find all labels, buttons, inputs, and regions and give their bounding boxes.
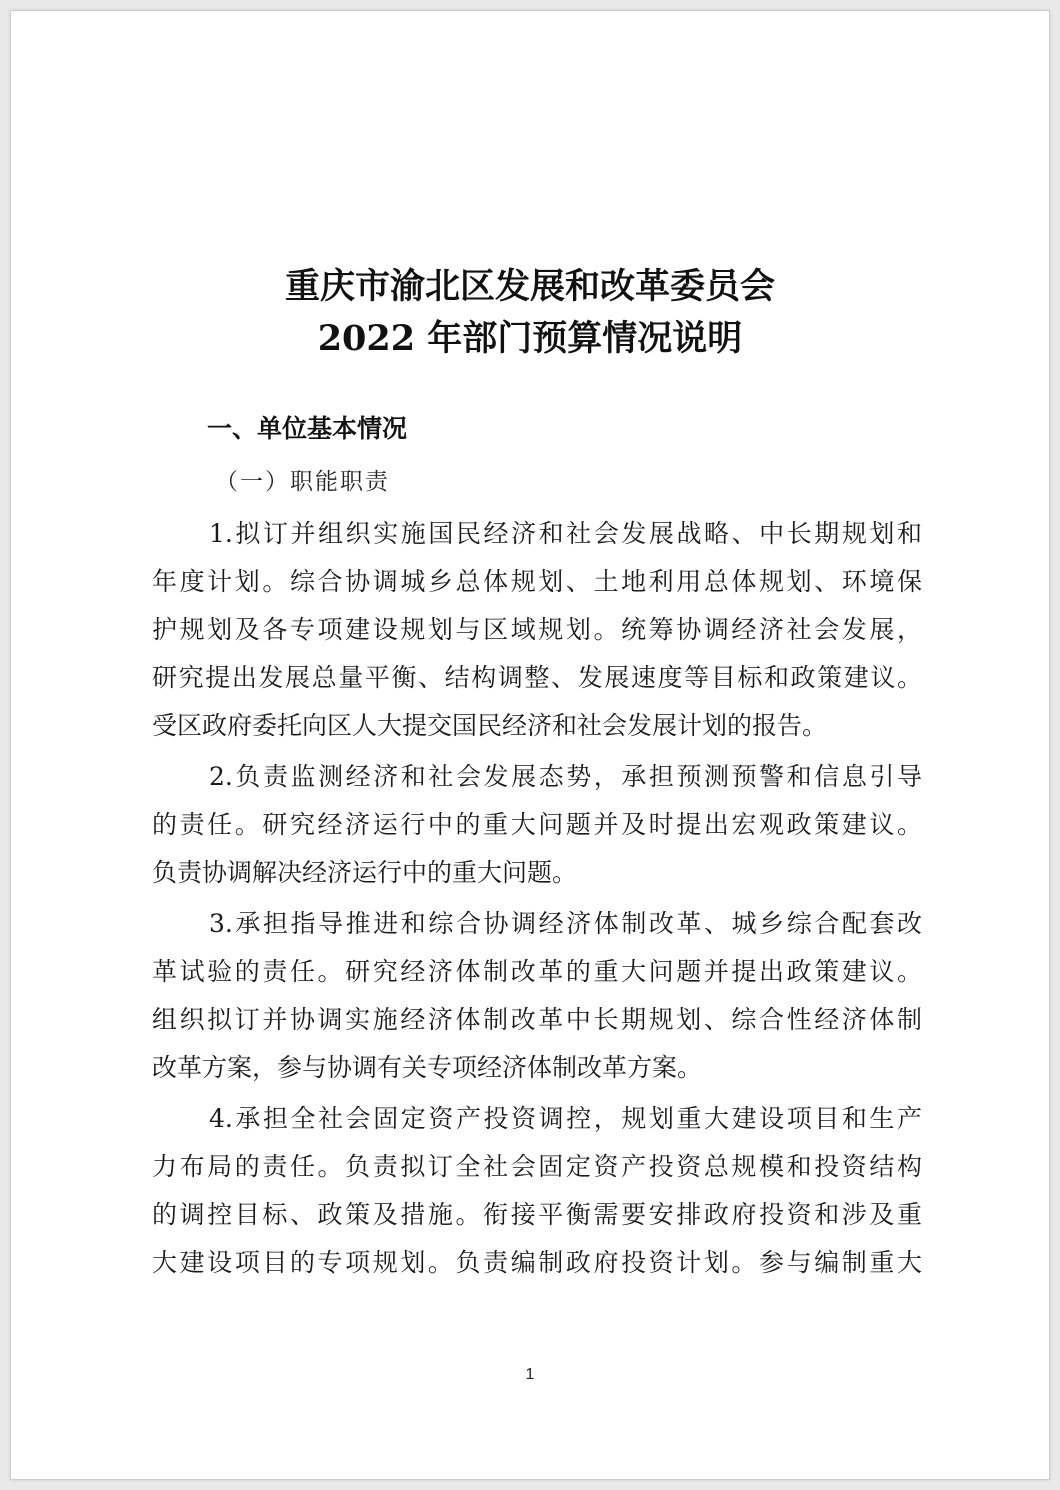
body-line: 1.拟订并组织实施国民经济和社会发展战略、中长期规划和 (209, 519, 922, 548)
body-line: 3.承担指导推进和综合协调经济体制改革、城乡综合配套改 (209, 909, 922, 938)
body-line: 组织拟订并协调实施经济体制改革中长期规划、综合性经济体制 (152, 1005, 922, 1034)
document-title-line1: 重庆市渝北区发展和改革委员会 (284, 266, 775, 307)
body-line: 2.负责监测经济和社会发展态势，承担预测预警和信息引导 (209, 762, 922, 791)
document-page (10, 10, 1050, 1480)
page-number: 1 (525, 1366, 535, 1383)
subheading: （一）职能职责 (215, 469, 390, 495)
body-line: 力布局的责任。负责拟订全社会固定资产投资总规模和投资结构 (152, 1152, 922, 1181)
body-line: 受区政府委托向区人大提交国民经济和社会发展计划的报告。 (152, 711, 828, 740)
body-line: 研究提出发展总量平衡、结构调整、发展速度等目标和政策建议。 (152, 663, 922, 692)
body-line: 大建设项目的专项规划。负责编制政府投资计划。参与编制重大 (152, 1248, 922, 1277)
body-line: 的责任。研究经济运行中的重大问题并及时提出宏观政策建议。 (152, 810, 922, 839)
body-line: 的调控目标、政策及措施。衔接平衡需要安排政府投资和涉及重 (152, 1200, 922, 1229)
body-line: 革试验的责任。研究经济体制改革的重大问题并提出政策建议。 (152, 957, 922, 986)
body-line: 负责协调解决经济运行中的重大问题。 (152, 858, 578, 887)
body-line: 年度计划。综合协调城乡总体规划、土地利用总体规划、环境保 (152, 567, 922, 596)
body-line: 护规划及各专项建设规划与区域规划。统筹协调经济社会发展， (152, 615, 922, 644)
document-title-line2: 2022 年部门预算情况说明 (317, 318, 743, 359)
body-line: 4.承担全社会固定资产投资调控，规划重大建设项目和生产 (209, 1104, 922, 1133)
body-line: 改革方案，参与协调有关专项经济体制改革方案。 (152, 1053, 703, 1082)
section-heading: 一、单位基本情况 (207, 414, 408, 443)
